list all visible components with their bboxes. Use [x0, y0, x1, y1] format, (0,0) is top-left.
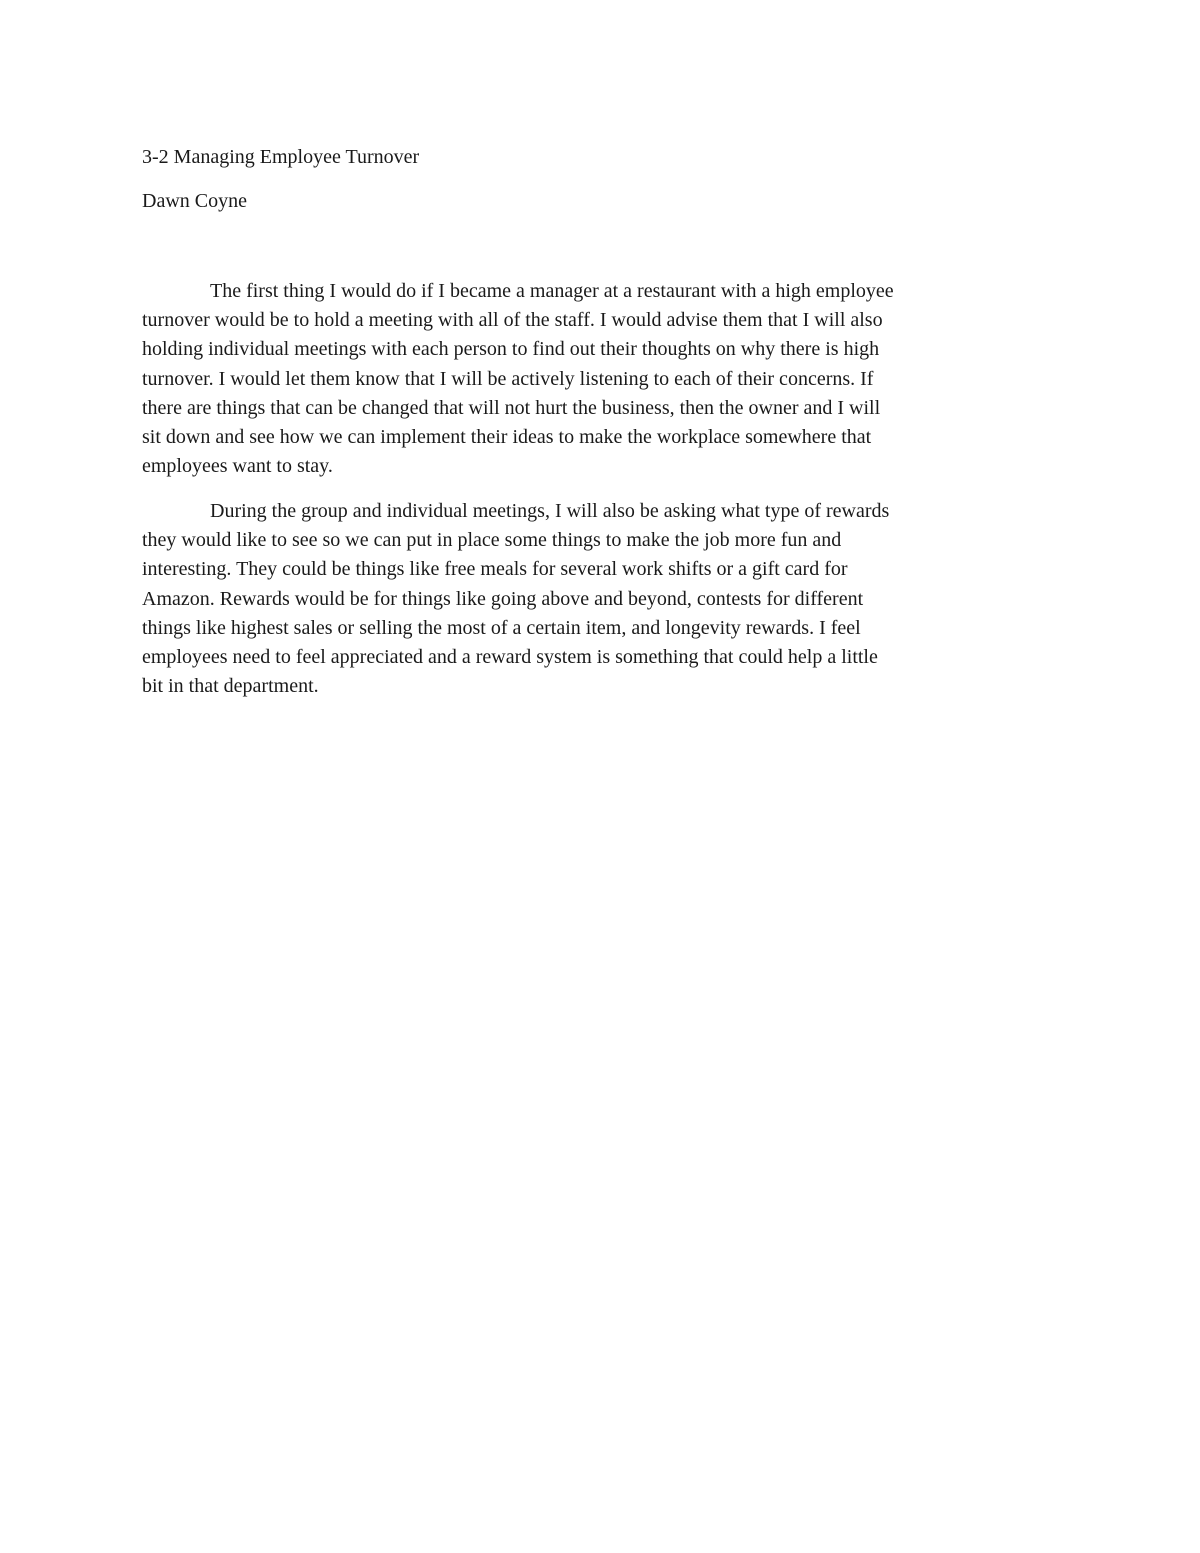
paragraph-line: there are things that can be changed that will not hurt the business, then the owner and I will: [142, 396, 881, 419]
author-name: Dawn Coyne: [142, 190, 247, 212]
paragraph-1: [142, 277, 894, 481]
paragraph-line: things like highest sales or selling the most of a certain item, and longevity rewards. I feel: [142, 616, 861, 639]
paragraph-line: The first thing I would do if I became a manager at a restaurant with a high employee: [210, 280, 894, 302]
paragraph-line: sit down and see how we can implement their ideas to make the workplace somewhere that: [142, 426, 872, 449]
paragraph-line: employees want to stay.: [142, 455, 333, 478]
paragraph-line: Amazon. Rewards would be for things like going above and beyond, contests for different: [142, 587, 864, 610]
paragraph-line: During the group and individual meetings, I will also be asking what type of rewards: [210, 500, 890, 522]
paragraph-line: interesting. They could be things like free meals for several work shifts or a gift card for: [142, 558, 848, 581]
paragraph-line: bit in that department.: [142, 675, 319, 698]
paragraph-2: [142, 497, 889, 701]
paragraph-line: holding individual meetings with each person to find out their thoughts on why there is high: [142, 338, 880, 361]
paragraph-line: employees need to feel appreciated and a reward system is something that could help a little: [142, 646, 878, 669]
paragraph-line: they would like to see so we can put in place some things to make the job more fun and: [142, 529, 842, 552]
paragraph-line: turnover. I would let them know that I will be actively listening to each of their concerns. If: [142, 367, 874, 390]
paragraph-line: turnover would be to hold a meeting with all of the staff. I would advise them that I will also: [142, 309, 883, 332]
document-title: 3-2 Managing Employee Turnover: [142, 146, 420, 168]
